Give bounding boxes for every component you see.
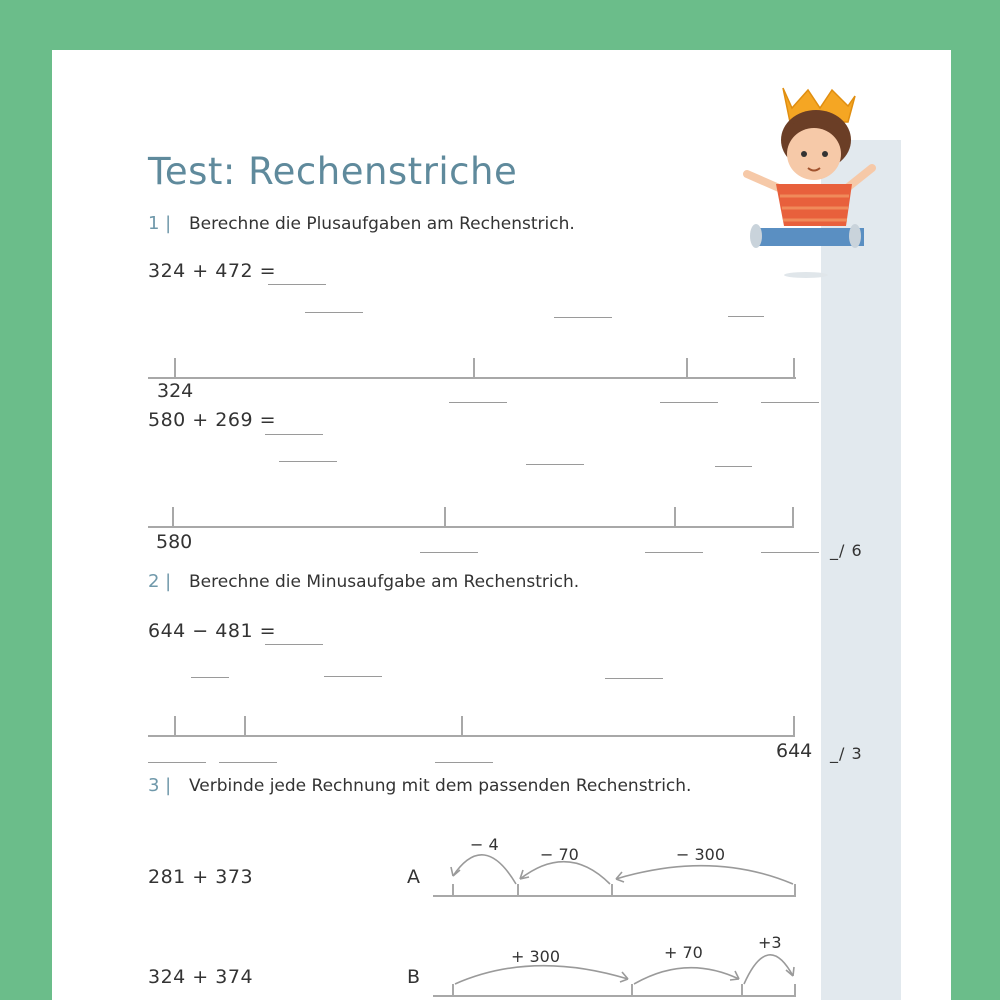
jump-label-b2: + 70 xyxy=(664,943,703,962)
calculation-item[interactable]: 324 + 374 xyxy=(148,966,254,988)
jump-label-b3: +3 xyxy=(758,933,782,952)
option-b-letter[interactable]: B xyxy=(407,966,421,988)
task-2-number: 2 | xyxy=(148,571,172,592)
number-line-end-label: 644 xyxy=(776,740,813,762)
worksheet xyxy=(52,50,951,1000)
task-2-equation: 644 − 481 = xyxy=(148,620,276,642)
calculation-item[interactable]: 281 + 373 xyxy=(148,866,254,888)
jump-label-a1: − 4 xyxy=(470,835,499,854)
task-1a-equation: 324 + 472 = xyxy=(148,260,276,282)
jump-label-a3: − 300 xyxy=(676,845,726,864)
jump-label-b1: + 300 xyxy=(511,947,561,966)
task-1-score: _/ 6 xyxy=(830,541,863,560)
task-1-number: 1 | xyxy=(148,213,172,234)
task-1-instruction: Berechne die Plusaufgaben am Rechenstrich. xyxy=(189,214,575,234)
task-3-instruction: Verbinde jede Rechnung mit dem passenden Rechenstrich. xyxy=(189,776,692,796)
task-2-instruction: Berechne die Minusaufgabe am Rechenstrich. xyxy=(189,572,580,592)
option-a-letter[interactable]: A xyxy=(407,866,420,888)
task-2-score: _/ 3 xyxy=(830,744,863,763)
number-line-start-label: 580 xyxy=(156,531,193,553)
task-3-number: 3 | xyxy=(148,775,172,796)
page-title: Test: Rechenstriche xyxy=(148,150,518,193)
option-b-number-line[interactable] xyxy=(52,50,951,1000)
number-line-start-label: 324 xyxy=(157,380,194,402)
task-1b-equation: 580 + 269 = xyxy=(148,409,276,431)
jump-label-a2: − 70 xyxy=(540,845,579,864)
